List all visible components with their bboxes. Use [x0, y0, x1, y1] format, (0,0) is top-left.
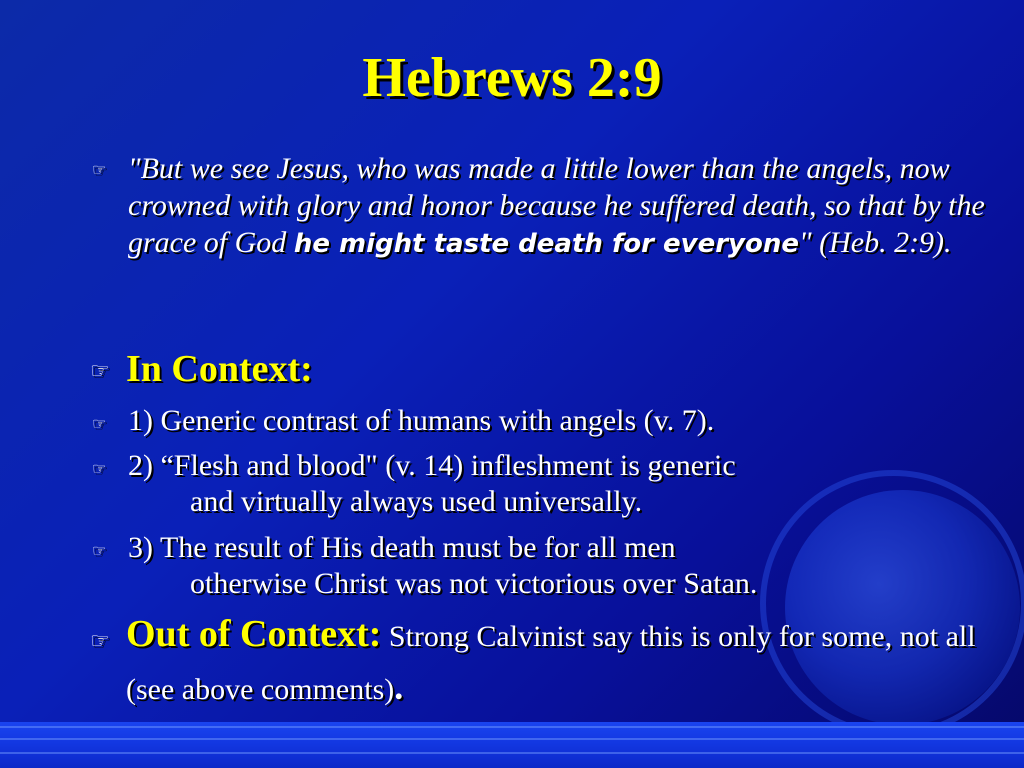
in-context-heading: In Context:	[126, 348, 313, 390]
point-3-line-1: 3) The result of His death must be for all men	[128, 531, 676, 564]
bullet-quote	[128, 150, 988, 263]
point-3	[128, 530, 998, 602]
out-of-context	[126, 612, 996, 715]
bottom-bar-line	[0, 726, 1024, 728]
out-of-context-heading: Out of Context:	[126, 613, 382, 655]
point-2-line-2: and virtually always used universally.	[190, 485, 643, 518]
quote-text: "But we see Jesus, who was made a little lower than the angels, now crowned with glory and honor because he suffered death, so that by the grace of God	[128, 152, 985, 259]
out-of-context-text: Strong Calvinist say this is only for some, not all (see above comments)	[126, 620, 976, 706]
quote-emphasis: he might taste death for everyone	[293, 229, 799, 259]
bottom-bar-line	[0, 752, 1024, 754]
pointing-hand-icon: ☞	[90, 358, 110, 383]
bottom-bar	[0, 722, 1024, 768]
pointing-hand-icon: ☞	[92, 162, 107, 179]
pointing-hand-icon: ☞	[90, 628, 110, 653]
slide-title: Hebrews 2:9	[362, 47, 662, 109]
point-2-line-1: 2) “Flesh and blood" (v. 14) infleshment is generic	[128, 449, 736, 482]
pointing-hand-icon: ☞	[92, 416, 107, 433]
out-of-context-period: .	[394, 667, 404, 707]
point-1: 1) Generic contrast of humans with angels (v. 7).	[128, 404, 715, 437]
point-2	[128, 448, 998, 520]
bottom-bar-line	[0, 738, 1024, 740]
point-3-line-2: otherwise Christ was not victorious over Satan.	[190, 567, 758, 600]
pointing-hand-icon: ☞	[92, 543, 107, 560]
quote-reference: " (Heb. 2:9).	[799, 226, 952, 259]
pointing-hand-icon: ☞	[92, 461, 107, 478]
